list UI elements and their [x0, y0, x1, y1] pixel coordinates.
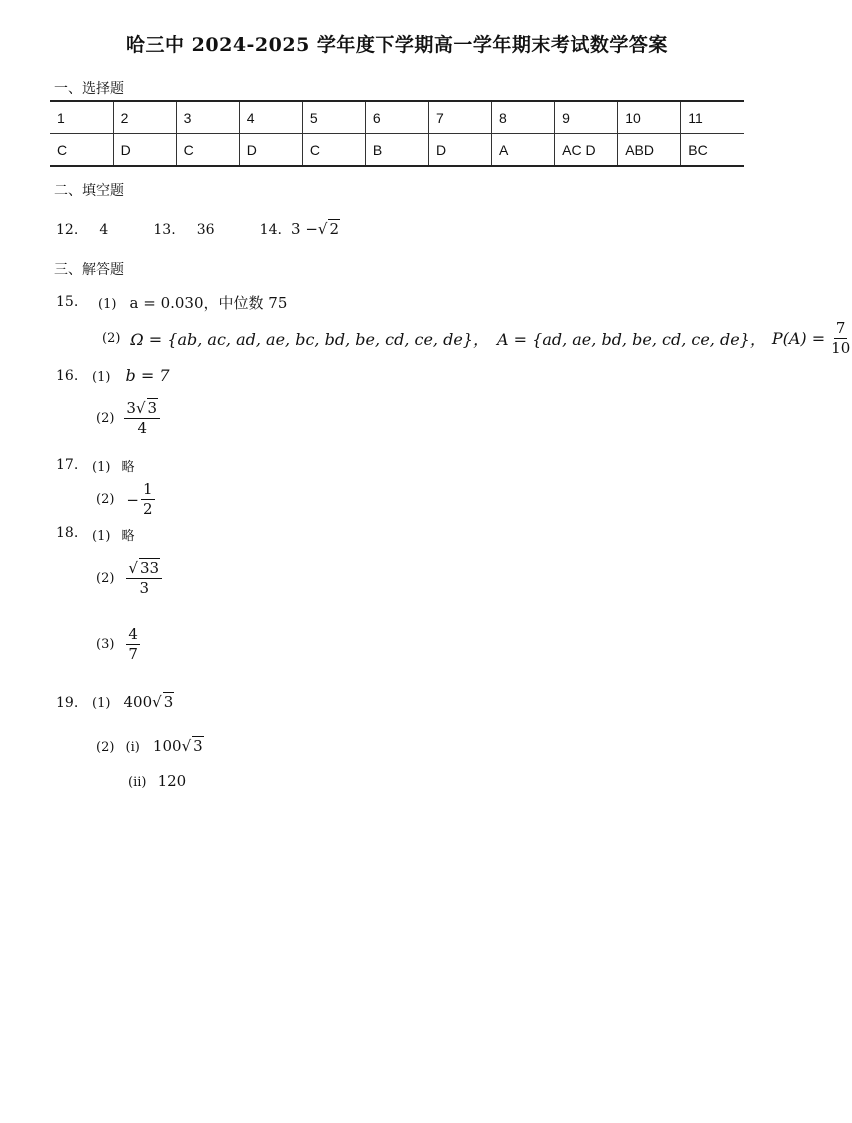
table-cell: D — [428, 134, 491, 167]
table-cell: C — [50, 134, 113, 167]
part-label: (1) — [92, 460, 111, 475]
q18-part3 — [96, 626, 140, 664]
part-label: (1) — [92, 370, 111, 385]
q19-part2 — [96, 736, 204, 755]
answer-value: 略 — [121, 529, 135, 544]
page-title: 哈三中 2024-2025 学年度下学期高一学年期末考试数学答案 — [126, 34, 668, 56]
question-number: 17. — [56, 457, 79, 473]
answer-value: 100 — [152, 737, 182, 755]
q16-part2 — [96, 400, 160, 438]
part-label: (2) — [96, 411, 115, 427]
table-cell: 2 — [113, 101, 176, 134]
part-label: (2) — [96, 492, 115, 508]
table-cell: 8 — [492, 101, 555, 134]
table-cell: D — [113, 134, 176, 167]
part-label: (2) — [102, 331, 121, 347]
subpart-label: (i) — [125, 740, 140, 755]
probability-fraction: $\frac{7}{10}$ — [831, 319, 851, 358]
question-number: 15. — [56, 294, 79, 310]
sqrt-expression: √ 2 — [317, 220, 340, 238]
table-cell: 7 — [428, 101, 491, 134]
answer-value: 400 — [123, 693, 153, 711]
part-label: (1) — [92, 529, 111, 544]
table-cell: B — [365, 134, 428, 167]
q17-part1 — [92, 456, 135, 475]
table-cell: 1 — [50, 101, 113, 134]
table-cell: 4 — [239, 101, 302, 134]
question-number: 19. — [56, 695, 79, 711]
q15-part1 — [98, 292, 287, 313]
q18-part2 — [96, 560, 162, 598]
answer-value: a = 0.030，中位数 75 — [129, 294, 288, 312]
choice-answer-table — [50, 100, 744, 167]
table-cell: 5 — [302, 101, 365, 134]
section-choice-heading: 一、选择题 — [54, 81, 124, 97]
section-solve-heading: 三、解答题 — [54, 262, 124, 278]
part-label: (3) — [96, 637, 115, 653]
answer-fraction: $\frac{3√ 3}{4}$ — [124, 400, 160, 438]
answer-value: 3 − — [291, 220, 318, 238]
table-row-answers — [50, 134, 744, 167]
table-row-numbers — [50, 101, 744, 134]
negative-sign: − — [126, 490, 139, 509]
sample-space: Ω = {ab, ac, ad, ae, bc, bd, be, cd, ce, de}， — [130, 330, 489, 350]
table-cell: 3 — [176, 101, 239, 134]
table-cell: 11 — [681, 101, 744, 134]
table-cell: D — [239, 134, 302, 167]
part-label: (1) — [98, 297, 117, 312]
q16-part1 — [92, 366, 170, 385]
table-cell: ABD — [618, 134, 681, 167]
answer-value: 36 — [196, 222, 215, 238]
probability-label: P(A) = — [771, 329, 826, 349]
answer-value: 4 — [99, 222, 109, 238]
question-number: 18. — [56, 525, 79, 541]
part-label: (2) — [96, 571, 115, 587]
fill-blank-answers — [56, 219, 340, 238]
part-label: (1) — [92, 696, 111, 711]
sqrt-expression: √ 3 — [152, 693, 174, 711]
answer-fraction: $\frac{1}{2}$ — [143, 480, 153, 519]
q15-part2 — [102, 320, 852, 358]
answer-fraction: $\frac{4}{7}$ — [128, 625, 138, 664]
answer-value: 略 — [121, 460, 135, 475]
table-cell: 10 — [618, 101, 681, 134]
table-cell: A — [492, 134, 555, 167]
section-fill-heading: 二、填空题 — [54, 183, 124, 199]
answer-fraction: $\frac{√ 33}{3}$ — [126, 560, 162, 598]
table-cell: C — [302, 134, 365, 167]
table-cell: 6 — [365, 101, 428, 134]
answer-value: b = 7 — [125, 366, 170, 385]
q19-part2-ii — [128, 771, 186, 790]
question-number: 14. — [259, 222, 282, 238]
question-number: 12. — [56, 222, 79, 238]
table-cell: BC — [681, 134, 744, 167]
subpart-label: (ii) — [128, 775, 147, 790]
answer-value: 120 — [157, 772, 187, 790]
q19-part1 — [92, 692, 174, 711]
sqrt-expression: √ 3 — [181, 737, 203, 755]
part-label: (2) — [96, 740, 115, 755]
q18-part1 — [92, 525, 135, 544]
table-cell: AC D — [555, 134, 618, 167]
event-set: A = {ad, ae, bd, be, cd, ce, de}， — [497, 330, 766, 350]
table-cell: 9 — [555, 101, 618, 134]
q17-part2 — [96, 481, 155, 519]
question-number: 16. — [56, 368, 79, 384]
table-cell: C — [176, 134, 239, 167]
question-number: 13. — [153, 222, 176, 238]
